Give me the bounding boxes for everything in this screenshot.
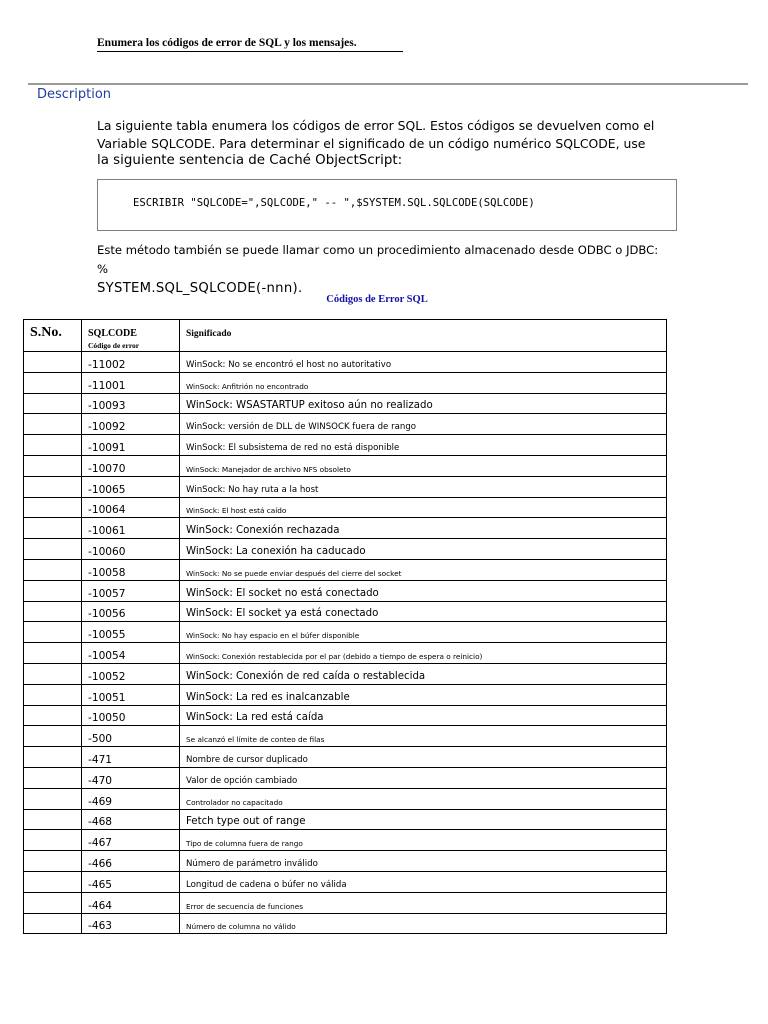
row-sno (24, 892, 82, 913)
row-sqlcode: -11002 (82, 352, 180, 373)
table-row (24, 871, 667, 892)
row-sqlcode: -10061 (82, 518, 180, 539)
row-sqlcode: -468 (82, 809, 180, 830)
row-sno (24, 851, 82, 872)
table-row (24, 601, 667, 622)
row-sno (24, 372, 82, 393)
table-row (24, 622, 667, 643)
row-sno (24, 643, 82, 664)
table-row (24, 913, 667, 934)
row-meaning: WinSock: Anfitrión no encontrado (180, 372, 667, 393)
table-row (24, 559, 667, 580)
document-title: Enumera los códigos de error de SQL y los mensajes. (97, 37, 403, 52)
row-sqlcode: -463 (82, 913, 180, 934)
row-meaning: WinSock: No se encontró el host no autoritativo (180, 352, 667, 373)
row-meaning: WinSock: La red está caída (180, 705, 667, 726)
row-sno (24, 747, 82, 768)
table-row (24, 414, 667, 435)
table-row (24, 747, 667, 768)
table-row (24, 497, 667, 518)
intro-line: Variable SQLCODE. Para determinar el significado de un código numérico SQLCODE, use (97, 135, 646, 151)
header-sno-label: S.No. (30, 325, 62, 340)
table-row (24, 393, 667, 414)
row-meaning: WinSock: Conexión restablecida por el par (debido a tiempo de espera o reinicio) (180, 643, 667, 664)
row-sqlcode: -10050 (82, 705, 180, 726)
code-sample: ESCRIBIR "SQLCODE=",SQLCODE," -- ",$SYSTEM.SQL.SQLCODE(SQLCODE) (133, 197, 535, 209)
intro-line: La siguiente tabla enumera los códigos de error SQL. Estos códigos se devuelven como el (97, 118, 655, 133)
table-row (24, 830, 667, 851)
row-meaning: WinSock: La conexión ha caducado (180, 539, 667, 560)
row-sno (24, 788, 82, 809)
row-sno (24, 767, 82, 788)
intro-line: la siguiente sentencia de Caché ObjectScript: (97, 153, 403, 168)
sqlcode-table (23, 319, 667, 934)
row-sno (24, 684, 82, 705)
row-sqlcode: -10091 (82, 435, 180, 456)
row-sqlcode: -471 (82, 747, 180, 768)
row-sno (24, 435, 82, 456)
table-row (24, 705, 667, 726)
row-sqlcode: -10070 (82, 455, 180, 476)
code-sample-box (97, 179, 677, 231)
table-caption: Códigos de Error SQL (326, 294, 428, 305)
row-meaning: Número de parámetro inválido (180, 851, 667, 872)
row-sqlcode: -10054 (82, 643, 180, 664)
row-sqlcode: -10051 (82, 684, 180, 705)
intro-paragraph (97, 117, 657, 170)
row-sno (24, 705, 82, 726)
row-sqlcode: -470 (82, 767, 180, 788)
row-sno (24, 455, 82, 476)
row-sqlcode: -11001 (82, 372, 180, 393)
table-row (24, 851, 667, 872)
row-sqlcode: -10060 (82, 539, 180, 560)
row-meaning: Longitud de cadena o búfer no válida (180, 871, 667, 892)
row-sno (24, 559, 82, 580)
header-meaning-label: Significado (186, 329, 232, 339)
row-sqlcode: -10092 (82, 414, 180, 435)
row-meaning: WinSock: El host está caído (180, 497, 667, 518)
row-sno (24, 539, 82, 560)
row-sno (24, 497, 82, 518)
row-sqlcode: -466 (82, 851, 180, 872)
row-meaning: Se alcanzó el límite de conteo de filas (180, 726, 667, 747)
table-row (24, 455, 667, 476)
row-meaning: Nombre de cursor duplicado (180, 747, 667, 768)
row-meaning: WinSock: La red es inalcanzable (180, 684, 667, 705)
row-sqlcode: -10057 (82, 580, 180, 601)
row-sno (24, 830, 82, 851)
row-meaning: WinSock: Manejador de archivo NFS obsoleto (180, 455, 667, 476)
table-row (24, 767, 667, 788)
table-row (24, 788, 667, 809)
header-sqlcode (82, 320, 180, 352)
table-row (24, 643, 667, 664)
table-row (24, 726, 667, 747)
row-sno (24, 726, 82, 747)
row-sno (24, 393, 82, 414)
row-sno (24, 663, 82, 684)
row-sno (24, 518, 82, 539)
header-sqlcode-sublabel: Código de error (88, 341, 140, 350)
row-sno (24, 352, 82, 373)
row-sqlcode: -465 (82, 871, 180, 892)
header-sno (24, 320, 82, 352)
row-meaning: WinSock: El socket no está conectado (180, 580, 667, 601)
row-sqlcode: -10065 (82, 476, 180, 497)
table-row (24, 352, 667, 373)
row-meaning: WinSock: El subsistema de red no está disponible (180, 435, 667, 456)
table-row (24, 435, 667, 456)
row-sno (24, 476, 82, 497)
row-sqlcode: -10064 (82, 497, 180, 518)
row-sno (24, 622, 82, 643)
row-meaning: Fetch type out of range (180, 809, 667, 830)
table-row (24, 663, 667, 684)
section-heading: Description (37, 87, 112, 102)
row-sqlcode: -500 (82, 726, 180, 747)
row-sqlcode: -10058 (82, 559, 180, 580)
row-meaning: WinSock: WSASTARTUP exitoso aún no realizado (180, 393, 667, 414)
row-meaning: WinSock: No hay espacio en el búfer disponible (180, 622, 667, 643)
row-meaning: WinSock: Conexión de red caída o restablecida (180, 663, 667, 684)
row-sno (24, 809, 82, 830)
row-sqlcode: -469 (82, 788, 180, 809)
row-sqlcode: -464 (82, 892, 180, 913)
table-row (24, 518, 667, 539)
row-sno (24, 414, 82, 435)
row-meaning: Tipo de columna fuera de rango (180, 830, 667, 851)
row-sqlcode: -10055 (82, 622, 180, 643)
table-row (24, 892, 667, 913)
row-meaning: WinSock: No hay ruta a la host (180, 476, 667, 497)
table-header-row (24, 320, 667, 352)
row-meaning: Valor de opción cambiado (180, 767, 667, 788)
odbc-line: SYSTEM.SQL_SQLCODE(-nnn). (97, 281, 303, 296)
row-meaning: WinSock: versión de DLL de WINSOCK fuera de rango (180, 414, 667, 435)
row-meaning: Número de columna no válido (180, 913, 667, 934)
table-row (24, 476, 667, 497)
table-row (24, 372, 667, 393)
row-meaning: WinSock: Conexión rechazada (180, 518, 667, 539)
table-row (24, 684, 667, 705)
odbc-paragraph (97, 241, 667, 298)
row-meaning: Error de secuencia de funciones (180, 892, 667, 913)
header-meaning (180, 320, 667, 352)
row-meaning: WinSock: El socket ya está conectado (180, 601, 667, 622)
header-sqlcode-label: SQLCODE (88, 328, 137, 339)
row-sno (24, 871, 82, 892)
table-row (24, 539, 667, 560)
table-row (24, 580, 667, 601)
row-sno (24, 913, 82, 934)
row-sno (24, 580, 82, 601)
row-sqlcode: -10093 (82, 393, 180, 414)
odbc-line: Este método también se puede llamar como un procedimiento almacenado desde ODBC o JDBC: % (97, 243, 659, 276)
row-sqlcode: -10052 (82, 663, 180, 684)
row-sno (24, 601, 82, 622)
row-sqlcode: -467 (82, 830, 180, 851)
row-meaning: WinSock: No se puede enviar después del cierre del socket (180, 559, 667, 580)
row-sqlcode: -10056 (82, 601, 180, 622)
table-row (24, 809, 667, 830)
row-meaning: Controlador no capacitado (180, 788, 667, 809)
section-divider (28, 83, 748, 85)
